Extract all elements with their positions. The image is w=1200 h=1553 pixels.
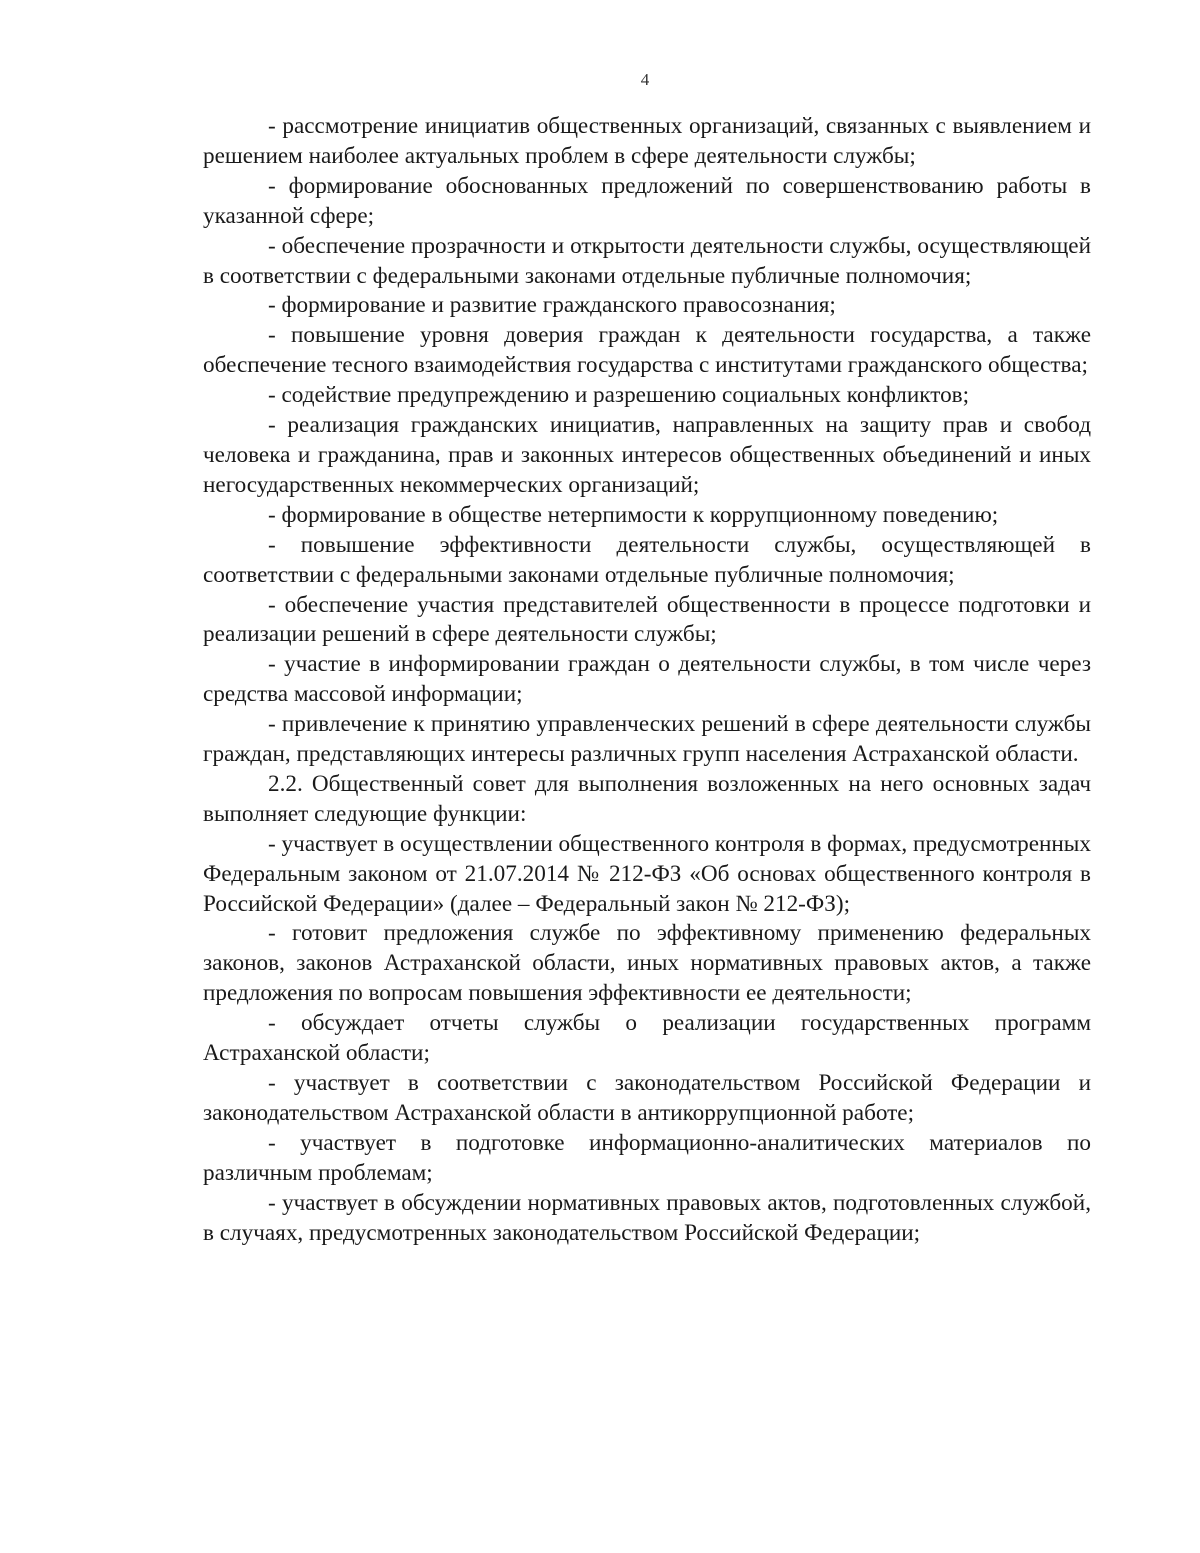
document-body [203, 112, 1091, 1248]
paragraph: - участвует в соответствии с законодательством Российской Федерации и законодательством Астраханской области в антикоррупционной работе; [203, 1070, 1091, 1126]
paragraph: - привлечение к принятию управленческих решений в сфере деятельности службы граждан, представляющих интересы различных групп населения Астраханской области. [203, 711, 1091, 768]
paragraph: - формирование в обществе нетерпимости к коррупционному поведению; [268, 501, 999, 528]
paragraph: - участие в информировании граждан о деятельности службы, в том числе через средства массовой информации; [203, 651, 1091, 708]
page-number: 4 [640, 70, 650, 89]
paragraph: - содействие предупреждению и разрешению социальных конфликтов; [268, 382, 970, 409]
paragraph: - обеспечение участия представителей общественности в процессе подготовки и реализации решений в сфере деятельности службы; [203, 591, 1091, 648]
paragraph: - готовит предложения службе по эффективному применению федеральных законов, законов Астраханской области, иных нормативных правовых актов, а также предложения по вопросам повышения эффективности ее деятельности; [203, 920, 1091, 1007]
paragraph: - формирование обоснованных предложений по совершенствованию работы в указанной сфере; [203, 172, 1091, 229]
paragraph: - участвует в подготовке информационно-аналитических материалов по различным проблемам; [203, 1129, 1091, 1186]
paragraph: - участвует в обсуждении нормативных правовых актов, подготовленных службой, в случаях, предусмотренных законодательством Российской Федерации; [203, 1189, 1091, 1246]
section-paragraph: 2.2. Общественный совет для выполнения возложенных на него основных задач выполняет следующие функции: [203, 770, 1091, 827]
paragraph: - обсуждает отчеты службы о реализации государственных программ Астраханской области; [203, 1010, 1091, 1067]
paragraph: - участвует в осуществлении общественного контроля в формах, предусмотренных Федеральным законом от 21.07.2014 № 212-ФЗ «Об основах общественного контроля в Российской Федерации» (далее – Федеральный закон № 212-ФЗ); [203, 830, 1091, 917]
paragraph: - повышение эффективности деятельности службы, осуществляющей в соответствии с федеральными законами отдельные публичные полномочия; [203, 531, 1091, 588]
paragraph: - повышение уровня доверия граждан к деятельности государства, а также обеспечение тесного взаимодействия государства с институтами гражданского общества; [203, 322, 1091, 379]
paragraph: - рассмотрение инициатив общественных организаций, связанных с выявлением и решением наиболее актуальных проблем в сфере деятельности службы; [203, 113, 1091, 169]
paragraph: - реализация гражданских инициатив, направленных на защиту прав и свобод человека и гражданина, прав и законных интересов общественных объединений и иных негосударственных некоммерческих организаций; [203, 412, 1091, 498]
paragraph: - обеспечение прозрачности и открытости деятельности службы, осуществляющей в соответствии с федеральными законами отдельные публичные полномочия; [203, 232, 1091, 289]
paragraph: - формирование и развитие гражданского правосознания; [268, 292, 836, 319]
